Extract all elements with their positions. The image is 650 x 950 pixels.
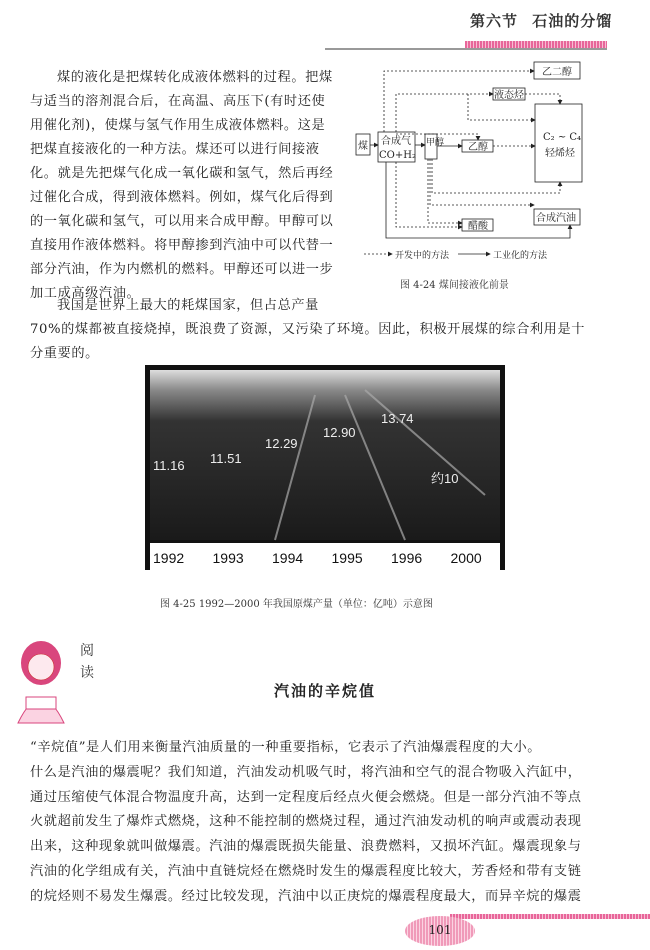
running-header (470, 10, 612, 31)
coal-liquefaction-diagram (350, 55, 620, 270)
production-label: 13.74 (381, 411, 414, 426)
section-number: 第六节 (470, 12, 519, 30)
text-line: 通过压缩使气体混合物温度升高，达到一定程度后经点火便会燃烧。但是一部分汽油不等点 (30, 789, 582, 805)
node-syngas: 合成气 (381, 136, 411, 147)
text-line: 出来，这种现象就叫做爆震。汽油的爆震既损失能量、浪费燃料，又损坏汽缸。爆震现象与 (30, 839, 582, 855)
production-label: 11.16 (153, 458, 185, 473)
production-label: 约10 (431, 471, 459, 486)
text-line: 过催化合成，得到液体燃料。例如，煤气化后得到 (30, 190, 334, 205)
year-label: 1993 (212, 550, 244, 566)
text-line: 的一氧化碳和氢气，可以用来合成甲醇。甲醇可以 (30, 214, 334, 229)
section-title: 石油的分馏 (532, 12, 613, 30)
node-glycol: 乙二醇 (542, 67, 572, 78)
footer-pink-bar (450, 914, 650, 919)
text-line: 70%的煤都被直接烧掉，既浪费了资源，又污染了环境。因此，积极开展煤的综合利用是十 (30, 322, 586, 337)
node-synthetic-gasoline: 合成汽油 (536, 213, 576, 224)
text-line: 汽油的化学组成有关，汽油中直链烷烃在燃烧时发生的爆震程度比较大，芳香烃和带有支链 (30, 864, 582, 879)
production-label: 11.51 (210, 451, 242, 466)
node-olefin-formula: C₂ ~ C₄ (543, 132, 582, 143)
figure-caption-4-25: 图 4-25 1992—2000 年我国原煤产量（单位：亿吨）示意图 (160, 599, 433, 610)
page-number: 101 (428, 923, 452, 937)
year-label: 2000 (450, 550, 482, 566)
figure-caption-4-24: 图 4-24 煤间接液化前景 (400, 280, 509, 291)
text-line: 化。就是先把煤气化成一氧化碳和氢气，然后再经 (30, 166, 334, 181)
header-rule (325, 48, 607, 50)
text-line: 用催化剂)，使煤与氢气作用生成液体燃料。这是 (30, 118, 326, 133)
year-label: 1996 (391, 550, 423, 566)
text-line: “辛烷值”是人们用来衡量汽油质量的一种重要指标，它表示了汽油爆震程度的大小。 (30, 740, 542, 755)
header-pink-bar (465, 41, 607, 48)
year-label: 1992 (153, 550, 185, 566)
node-acetic-acid: 醋酸 (468, 221, 488, 232)
text-line: 煤的液化是把煤转化成液体燃料的过程。把煤 (57, 70, 333, 85)
reading-title: 汽油的辛烷值 (273, 682, 376, 700)
text-line: 我国是世界上最大的耗煤国家，但占总产量 (57, 298, 319, 313)
node-liquid-hydrocarbon: 液态烃 (494, 90, 524, 101)
production-label: 12.29 (265, 436, 298, 451)
node-ethanol: 乙醇 (468, 142, 488, 153)
production-label: 12.90 (323, 425, 356, 440)
text-line: 把煤直接液化的一种方法。煤还可以进行间接液 (30, 142, 320, 157)
text-line: 部分汽油，作为内燃机的燃料。甲醇还可以进一步 (30, 262, 334, 277)
node-light-olefin: 轻烯烃 (545, 148, 575, 159)
reading-label-char1: 阅 (80, 643, 94, 659)
year-label: 1995 (331, 550, 363, 566)
text-line: 加工成高级汽油。 (30, 286, 141, 301)
node-methanol: 甲醇 (426, 138, 445, 148)
node-syngas-formula: CO+H₂ (379, 150, 416, 161)
text-line: 与适当的溶剂混合后，在高温、高压下(有时还使 (30, 94, 326, 109)
legend-developing: 开发中的方法 (395, 251, 450, 261)
text-line: 的烷烃则不易发生爆震。经过比较发现，汽油中以正庚烷的爆震程度最大，而异辛烷的爆震 (30, 888, 582, 904)
coal-production-photo (145, 365, 505, 570)
reading-label-char2: 读 (80, 665, 94, 681)
text-line: 火就超前发生了爆炸式燃烧，这种不能控制的燃烧过程，通过汽油发动机的响声或震动表现 (30, 814, 582, 830)
text-line: 什么是汽油的爆震呢？我们知道，汽油发动机吸气时，将汽油和空气的混合物吸入汽缸中， (30, 764, 582, 780)
text-line: 分重要的。 (30, 346, 99, 361)
legend-industrial: 工业化的方法 (493, 251, 548, 261)
year-label: 1994 (272, 550, 304, 566)
text-line: 直接用作液体燃料。将甲醇掺到汽油中可以代替一 (30, 238, 334, 253)
node-coal: 煤 (358, 141, 368, 152)
